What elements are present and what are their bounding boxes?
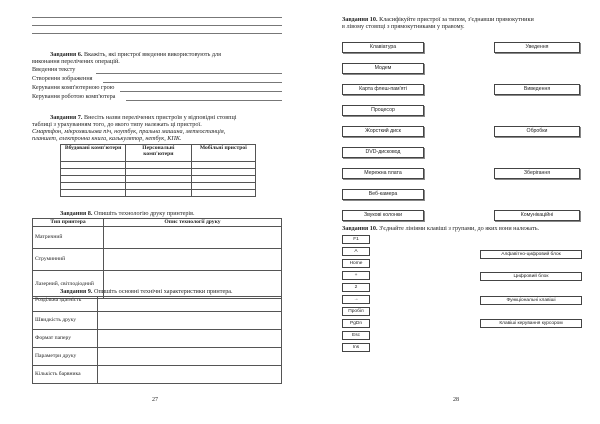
key-box[interactable]: Esc [342,331,370,340]
table-cell[interactable] [61,169,126,176]
table-cell[interactable] [191,176,255,183]
table-row-label: Струминний [33,249,104,271]
answer-line[interactable] [120,91,282,92]
table-cell[interactable] [126,162,191,169]
table-cell[interactable] [126,183,191,190]
answer-line[interactable] [32,33,282,34]
task9-heading: Завдання 9. Опишіть основні технічні характеристики принтера. [60,288,233,295]
device-box[interactable]: Модем [342,63,424,74]
key-box[interactable]: → [342,295,370,304]
task6-text: виконання перелічених операцій. [32,58,120,65]
table-header: Вбудовані комп'ютери [61,145,126,162]
key-group-box[interactable]: Цифровий блок [480,272,582,281]
table-cell[interactable] [126,176,191,183]
device-box[interactable]: Звукові колонки [342,210,424,221]
task6-row: Керування комп'ютерною грою [32,84,115,91]
table-cell[interactable] [98,330,282,348]
answer-line[interactable] [32,17,282,18]
page-number: 27 [152,397,158,403]
key-box[interactable]: F1 [342,235,370,244]
table-cell[interactable] [61,190,126,197]
table-cell[interactable] [61,183,126,190]
device-box[interactable]: DVD-дисковод [342,147,424,158]
key-group-box[interactable]: Клавіші керування курсором [480,319,582,328]
task6-heading: Завдання 6. Вкажіть, які пристрої введення використовують для [50,51,221,58]
table-row-label: Лазерний, світлодіодний [33,271,104,299]
right-page [300,0,600,424]
table-cell[interactable] [98,366,282,384]
table-row-label: Роздільна здатність [33,297,98,312]
key-box[interactable]: Ins [342,343,370,352]
table-cell[interactable] [191,169,255,176]
task8-heading: Завдання 8. Опишіть технологію друку принтерів. [60,210,195,217]
task10a-heading: Завдання 10. Класифікуйте пристрої за типом, з'єднавши прямокутники [342,16,534,23]
task10b-heading: Завдання 10. З'єднайте лініями клавіші з групами, до яких вони належать. [342,225,540,232]
task7-text: таблиці з урахуванням того, до якого типу належать ці пристрої. [32,121,202,128]
key-box[interactable]: PgDn [342,319,370,328]
key-box[interactable]: + [342,271,370,280]
key-box[interactable]: A [342,247,370,256]
table-cell[interactable] [191,183,255,190]
task6-row: Введення тексту [32,66,76,73]
task6-row: Керування роботою комп'ютера [32,93,116,100]
table-header: Персональні комп'ютери [126,145,191,162]
key-box[interactable]: Home [342,259,370,268]
task7-heading: Завдання 7. Внесіть назви перелічених пристроїв у відповідні стовпці [50,114,237,121]
key-group-box[interactable]: Функціональні клавіші [480,296,582,305]
table-cell[interactable] [126,169,191,176]
device-box[interactable]: Процесор [342,105,424,116]
table-row-label: Формат паперу [33,330,98,348]
answer-line[interactable] [126,100,282,101]
table-header: Опис технології друку [104,219,282,227]
device-box[interactable]: Клавіатура [342,42,424,53]
task8-table [32,218,282,299]
table-row-label: Кількість барвника [33,366,98,384]
task6-row: Створення зображення [32,75,93,82]
table-row-label: Параметри друку [33,348,98,366]
device-box[interactable]: Веб-камера [342,189,424,200]
table-cell[interactable] [98,348,282,366]
category-box[interactable]: Зберігання [494,168,580,179]
table-cell[interactable] [61,162,126,169]
task10a-text: в лівому стовпці з прямокутниками у правому. [342,23,465,30]
page-number: 28 [453,397,459,403]
device-box[interactable]: Жорсткий диск [342,126,424,137]
table-cell[interactable] [98,312,282,330]
key-box[interactable]: 2 [342,283,370,292]
table-cell[interactable] [126,190,191,197]
table-header: Тип принтера [33,219,104,227]
category-box[interactable]: Виведення [494,84,580,95]
category-box[interactable]: Комунікаційні [494,210,580,221]
category-box[interactable]: Обробки [494,126,580,137]
table-row-label: Матричний [33,227,104,249]
table-cell[interactable] [98,297,282,312]
table-cell[interactable] [104,227,282,249]
answer-line[interactable] [103,82,282,83]
table-header: Мобільні пристрої [191,145,255,162]
device-box[interactable]: Мережна плата [342,168,424,179]
table-cell[interactable] [61,176,126,183]
table-cell[interactable] [191,190,255,197]
key-group-box[interactable]: Алфавітно-цифровий блок [480,250,582,259]
task7-table [60,144,256,197]
answer-line[interactable] [32,25,282,26]
key-box[interactable]: Пробіл [342,307,370,316]
answer-line[interactable] [96,73,282,74]
task7-items: планшет, електронна книга, калькулятор, нетбук, КПК. [32,135,182,142]
device-box[interactable]: Карта флеш-пам'яті [342,84,424,95]
task9-table [32,296,282,384]
table-cell[interactable] [104,249,282,271]
category-box[interactable]: Уведення [494,42,580,53]
table-row-label: Швидкість друку [33,312,98,330]
task7-items: Смартфон, мікрохвильова піч, ноутбук, пральна машина, метеостанція, [32,128,226,135]
table-cell[interactable] [191,162,255,169]
